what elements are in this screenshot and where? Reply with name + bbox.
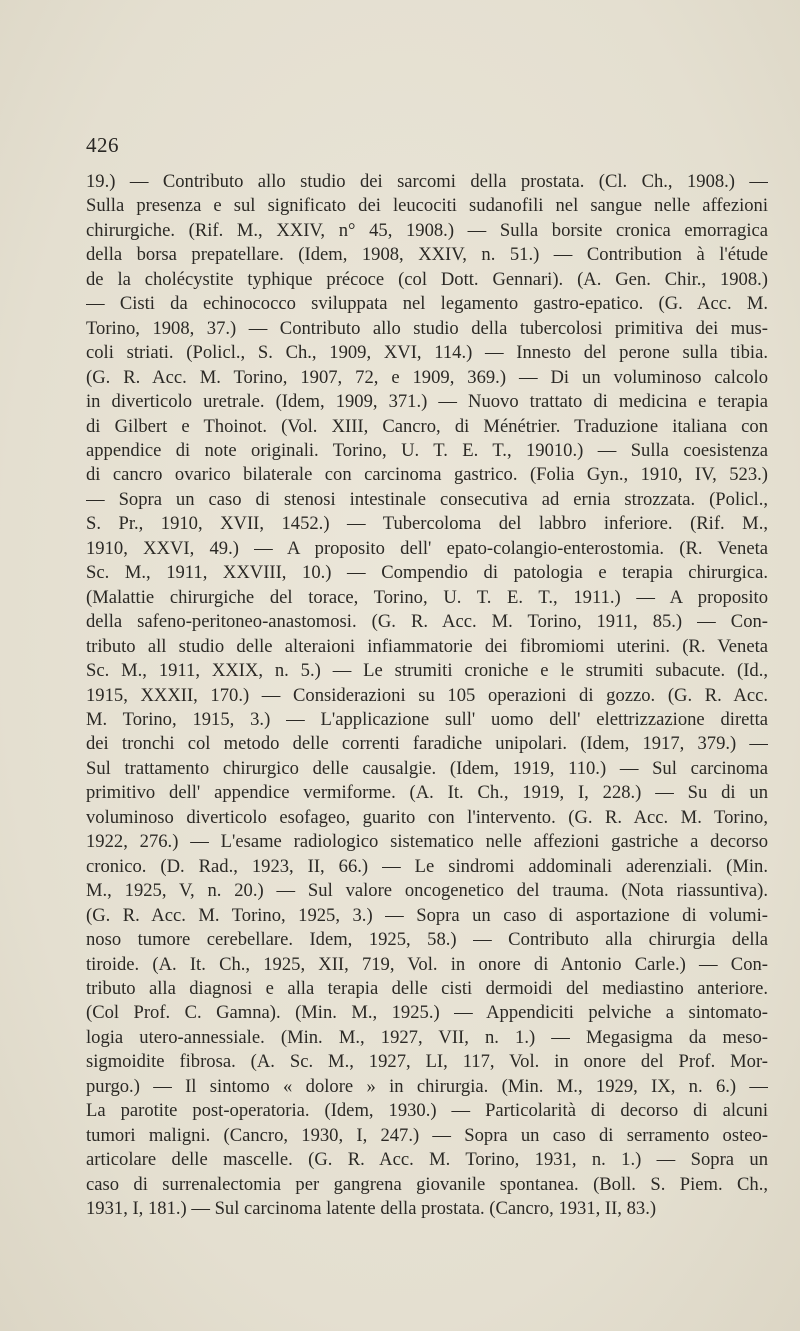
text-line: in diverticolo uretrale. (Idem, 1909, 371.) — Nuovo trattato di medicina e terapia	[86, 391, 768, 413]
page-number: 426	[86, 133, 119, 157]
text-line: voluminoso diverticolo esofageo, guarito con l'intervento. (G. R. Acc. M. Torino,	[86, 806, 768, 828]
text-line: primitivo dell' appendice vermiforme. (A. It. Ch., 1919, I, 228.) — Su di un	[86, 782, 768, 804]
text-line: 1915, XXXII, 170.) — Considerazioni su 105 operazioni di gozzo. (G. R. Acc.	[86, 684, 768, 706]
text-line: dei tronchi col metodo delle correnti faradiche unipolari. (Idem, 1917, 379.) —	[86, 733, 768, 755]
text-line: noso tumore cerebellare. Idem, 1925, 58.) — Contributo alla chirurgia della	[86, 929, 768, 951]
text-line: — Sopra un caso di stenosi intestinale consecutiva ad ernia strozzata. (Policl.,	[86, 488, 768, 510]
text-line: Sul trattamento chirurgico delle causalgie. (Idem, 1919, 110.) — Sul carcinoma	[86, 757, 768, 779]
text-line: S. Pr., 1910, XVII, 1452.) — Tubercoloma del labbro inferiore. (Rif. M.,	[86, 513, 768, 535]
text-line: di Gilbert e Thoinot. (Vol. XIII, Cancro, di Ménétrier. Traduzione italiana con	[86, 415, 768, 437]
text-line: Sulla presenza e sul significato dei leucociti sudanofili nel sangue nelle affezioni	[86, 195, 768, 217]
text-line: della safeno-peritoneo-anastomosi. (G. R. Acc. M. Torino, 1911, 85.) — Con-	[86, 611, 768, 633]
text-line: tributo alla diagnosi e alla terapia delle cisti dermoidi del mediastino anteriore.	[86, 977, 768, 999]
text-line: della borsa prepatellare. (Idem, 1908, XXIV, n. 51.) — Contribution à l'étude	[86, 244, 768, 266]
text-line: cronico. (D. Rad., 1923, II, 66.) — Le sindromi addominali aderenziali. (Min.	[86, 855, 768, 877]
text-line: 1910, XXVI, 49.) — A proposito dell' epato-colangio-enterostomia. (R. Veneta	[86, 537, 768, 559]
text-line: coli striati. (Policl., S. Ch., 1909, XVI, 114.) — Innesto del perone sulla tibia.	[86, 342, 768, 364]
text-line: appendice di note originali. Torino, U. T. E. T., 19010.) — Sulla coesistenza	[86, 439, 768, 461]
text-line: M., 1925, V, n. 20.) — Sul valore oncogenetico del trauma. (Nota riassuntiva).	[86, 880, 768, 902]
text-line: tiroide. (A. It. Ch., 1925, XII, 719, Vol. in onore di Antonio Carle.) — Con-	[86, 953, 768, 975]
text-line: sigmoidite fibrosa. (A. Sc. M., 1927, LI, 117, Vol. in onore del Prof. Mor-	[86, 1051, 768, 1073]
text-line: Sc. M., 1911, XXIX, n. 5.) — Le strumiti croniche e le strumiti subacute. (Id.,	[86, 660, 768, 682]
text-line: — Cisti da echinococco sviluppata nel legamento gastro-epatico. (G. Acc. M.	[86, 293, 768, 315]
text-line: logia utero-annessiale. (Min. M., 1927, VII, n. 1.) — Megasigma da meso-	[86, 1026, 768, 1048]
text-line: 19.) — Contributo allo studio dei sarcomi della prostata. (Cl. Ch., 1908.) —	[86, 171, 768, 192]
text-line: 1922, 276.) — L'esame radiologico sistematico nelle affezioni gastriche a decorso	[86, 831, 768, 853]
text-line: (G. R. Acc. M. Torino, 1907, 72, e 1909, 369.) — Di un voluminoso calcolo	[86, 366, 768, 388]
text-line: Sc. M., 1911, XXVIII, 10.) — Compendio di patologia e terapia chirurgica.	[86, 562, 768, 584]
text-line: caso di surrenalectomia per gangrena giovanile spontanea. (Boll. S. Piem. Ch.,	[86, 1173, 768, 1195]
text-line: di cancro ovarico bilaterale con carcinoma gastrico. (Folia Gyn., 1910, IV, 523.)	[86, 464, 768, 486]
text-line: La parotite post-operatoria. (Idem, 1930.) — Particolarità di decorso di alcuni	[86, 1100, 768, 1122]
text-line: articolare delle mascelle. (G. R. Acc. M. Torino, 1931, n. 1.) — Sopra un	[86, 1149, 768, 1171]
text-line: de la cholécystite typhique précoce (col Dott. Gennari). (A. Gen. Chir., 1908.)	[86, 268, 768, 290]
bibliography-text	[86, 170, 768, 1221]
text-line: tributo all studio delle alteraioni infiammatorie dei fibromiomi uterini. (R. Veneta	[86, 635, 768, 657]
text-line: (Malattie chirurgiche del torace, Torino, U. T. E. T., 1911.) — A proposito	[86, 586, 768, 608]
text-line: 1931, I, 181.) — Sul carcinoma latente della prostata. (Cancro, 1931, II, 83.)	[86, 1198, 657, 1220]
text-line: (G. R. Acc. M. Torino, 1925, 3.) — Sopra un caso di asportazione di volumi-	[86, 904, 768, 926]
text-line: purgo.) — Il sintomo « dolore » in chirurgia. (Min. M., 1929, IX, n. 6.) —	[86, 1075, 768, 1097]
text-line: Torino, 1908, 37.) — Contributo allo studio della tubercolosi primitiva dei mus-	[86, 317, 768, 339]
text-line: (Col Prof. C. Gamna). (Min. M., 1925.) — Appendiciti pelviche a sintomato-	[86, 1002, 768, 1024]
text-line: M. Torino, 1915, 3.) — L'applicazione sull' uomo dell' elettrizzazione diretta	[86, 708, 768, 730]
text-line: tumori maligni. (Cancro, 1930, I, 247.) — Sopra un caso di serramento osteo-	[86, 1124, 768, 1146]
text-line: chirurgiche. (Rif. M., XXIV, n° 45, 1908.) — Sulla borsite cronica emorragica	[86, 219, 768, 241]
